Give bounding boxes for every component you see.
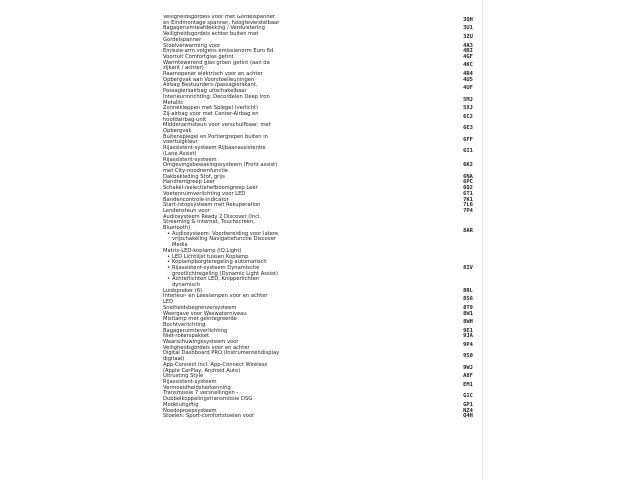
equipment-code: 6K2: [463, 162, 473, 169]
equipment-code: 5XJ: [463, 105, 473, 112]
equipment-description-text: Digital Dashboard PRO (Instrumentendisplay digitaal): [163, 350, 280, 363]
equipment-code: 4BI: [463, 48, 473, 55]
equipment-description-text: Start-/stopsysteem met Rekuperation: [163, 202, 261, 209]
equipment-description-text: Niet-rokerspakket: [163, 333, 209, 340]
equipment-description-text: Opbergvak aan Voorstoelleuningen: [163, 76, 255, 83]
equipment-description-text: Zonnekleppen met Spiegel (verlicht): [163, 105, 259, 112]
equipment-description-text: Noodoproepsysteem: [163, 407, 217, 414]
equipment-description-text: Audiosysteem Ready 2 Discover (Incl. Streaming & Internet, Touchscreen, Bluetooth): [163, 213, 262, 232]
equipment-row: [163, 249, 483, 289]
equipment-description-text: Emissie-arm volgens emissienorm Euro 6d: [163, 48, 274, 55]
equipment-code: 6FF: [463, 136, 473, 143]
equipment-description-text: Bagageruimteverlichting: [163, 327, 228, 334]
equipment-row: [163, 32, 483, 43]
equipment-description-text: Uitrusting Style: [163, 373, 204, 380]
equipment-row: [163, 146, 483, 157]
equipment-description-text: Matrix-LED-koplamp (IQ.Light): [163, 247, 242, 254]
equipment-description-text: Mistlamp met geïntegreerde Bochtverlichting: [163, 316, 237, 328]
equipment-code: 7L6: [463, 202, 473, 209]
equipment-code: 4U5: [463, 76, 473, 83]
equipment-code: 6NA: [463, 173, 473, 180]
equipment-code: 6C2: [463, 113, 473, 120]
equipment-description: [163, 146, 299, 157]
equipment-description-text: Handremgreep Leer: [163, 179, 215, 186]
equipment-description-text: Stoelen: Sport-comfortstoelen voor: [163, 413, 255, 420]
equipment-sub-item: • Rijassistent-systeem Dynamische grootlichtregeling (Dynamic Light Assist): [168, 266, 299, 277]
equipment-description-text: Buitenspiegel en Portiergrepen buiten in voertuigkleur: [163, 133, 268, 146]
equipment-description-text: Raamopener elektrisch voor en achter: [163, 71, 263, 78]
equipment-code: EM1: [463, 381, 473, 388]
equipment-row: [163, 215, 483, 249]
equipment-code: 8RL: [463, 287, 473, 294]
equipment-code: GP1: [463, 401, 473, 408]
equipment-description-text: Interieurinrichting: Decordelen Deep Iron Metallic: [163, 93, 270, 106]
equipment-code: 6E3: [463, 125, 473, 132]
equipment-description-text: Stoelverwarming voor: [163, 42, 221, 49]
equipment-code: 3ZU: [463, 33, 473, 40]
equipment-code: 8IV: [463, 264, 473, 271]
equipment-sub-list: [163, 255, 299, 289]
equipment-description-text: Schakel-/selectiehefboomgreep Leer: [163, 185, 258, 192]
equipment-sub-item: • LED Lichtlijst tussen Koplamp: [168, 255, 299, 261]
equipment-description-text: Modeluitgiftig: [163, 401, 199, 408]
equipment-code: 7P4: [463, 207, 473, 214]
equipment-description-text: Dakbekleding Stof, grijs: [163, 173, 225, 180]
equipment-code: 4A3: [463, 42, 473, 49]
equipment-code: 8AR: [463, 227, 473, 234]
equipment-code: 3QH: [463, 16, 473, 23]
equipment-description-text: Bandencontrole-indicator: [163, 196, 229, 203]
equipment-code: 9E1: [463, 327, 473, 334]
equipment-description-text: Voorruit Comfortglas getint: [163, 53, 234, 60]
equipment-code: 5MJ: [463, 96, 473, 103]
equipment-description-text: Veiligheidsgordels voor met Gordelspanner en Eindmontage spanner, hoogteverstelbaar: [163, 15, 280, 26]
equipment-description: [163, 158, 299, 175]
equipment-description-text: Zij-airbag voor met Center-Airbag en hoofdairbag-unit: [163, 110, 259, 123]
equipment-row: [163, 391, 483, 402]
equipment-description-text: Waarschuwingssysteem voor Veiligheidsgordels voor en achter: [163, 339, 250, 351]
equipment-description-text: Rijassistent-systeem Rijbaanassistentie (Lane Assist): [163, 145, 266, 157]
equipment-list: [163, 15, 483, 480]
equipment-description-text: App-Connect incl. App-Connect Wireless (Apple CarPlay, Android Auto): [163, 361, 268, 374]
equipment-code: Q4H: [463, 413, 473, 420]
equipment-description: [163, 32, 299, 43]
equipment-description-text: Bagageruimteafdekking / Verduistering: [163, 25, 265, 32]
equipment-code: 4R4: [463, 71, 473, 78]
equipment-code: 4UF: [463, 85, 473, 92]
equipment-code: 3U1: [463, 25, 473, 32]
equipment-code: 4GF: [463, 53, 473, 60]
equipment-description-text: Middenarmsteun voor verschuifbaar, met Opbergvak: [163, 122, 271, 135]
equipment-description: [163, 215, 299, 249]
equipment-row: [163, 317, 483, 328]
equipment-code: A8F: [463, 373, 473, 380]
equipment-code: 8W1: [463, 310, 473, 317]
equipment-code: 9JA: [463, 333, 473, 340]
equipment-description: [163, 317, 299, 328]
equipment-description-text: Voetenruimverlichting voor LED: [163, 190, 246, 197]
equipment-row: [163, 414, 483, 420]
equipment-description: [163, 414, 299, 420]
equipment-description: [163, 249, 299, 289]
equipment-description-text: Veiligheidsgordels achter buiten met Gordelspanner: [163, 31, 259, 43]
equipment-sub-item: • Achterlichten LED, Knipperlichten dynamisch: [168, 277, 299, 288]
equipment-row: [163, 363, 483, 374]
equipment-row: [163, 158, 483, 175]
equipment-description-text: Rijassistent-systeem Vermoeidheidsherkenning: [163, 379, 231, 391]
equipment-description-text: Warmtewerend glas groen getint (aan de zijkant / achter): [163, 59, 270, 72]
equipment-description-text: Weergave voor Waswaterniveau: [163, 310, 247, 317]
equipment-sub-item: • Audiosysteem: Voorbereiding voor latere vrijschakeling Navigatiefunctie Discover Media: [168, 232, 299, 249]
equipment-code: 9P4: [463, 341, 473, 348]
equipment-code: 9S0: [463, 353, 473, 360]
equipment-code: 8T9: [463, 304, 473, 311]
equipment-description-text: Airbag Bestuurders-/passagierskant, Passagiersairbag uitschakelbaar: [163, 82, 258, 95]
equipment-code: NZ4: [463, 407, 473, 414]
equipment-code: 8WH: [463, 319, 473, 326]
equipment-description-text: Luidspreker (6): [163, 287, 203, 294]
equipment-description-text: Snelheidsbegrenzersysteem: [163, 304, 237, 311]
equipment-sub-list: [163, 232, 299, 249]
equipment-code: 6Q2: [463, 185, 473, 192]
equipment-code: 7K1: [463, 196, 473, 203]
equipment-code: G1C: [463, 393, 473, 400]
equipment-sub-item: • Koplampborgteregeling automatisch: [168, 260, 299, 266]
equipment-code: 6T1: [463, 190, 473, 197]
equipment-description-text: Lendensteun voor: [163, 207, 210, 214]
equipment-code: 4KC: [463, 62, 473, 69]
equipment-code: 6PC: [463, 179, 473, 186]
equipment-description-text: Transmissie 7 versnellingen - Dubbelkoppelingstransmissie DSG: [163, 390, 253, 403]
equipment-code: 9WJ: [463, 364, 473, 371]
equipment-description-text: Rijassistent-systeem Omgevingsbewakingssysteem (Front assist) met City-noodremfunctie: [163, 156, 278, 174]
equipment-code: 6I1: [463, 148, 473, 155]
equipment-description-text: Interieur- en Leeslampen voor en achter LED: [163, 293, 268, 306]
equipment-code: 8S6: [463, 296, 473, 303]
